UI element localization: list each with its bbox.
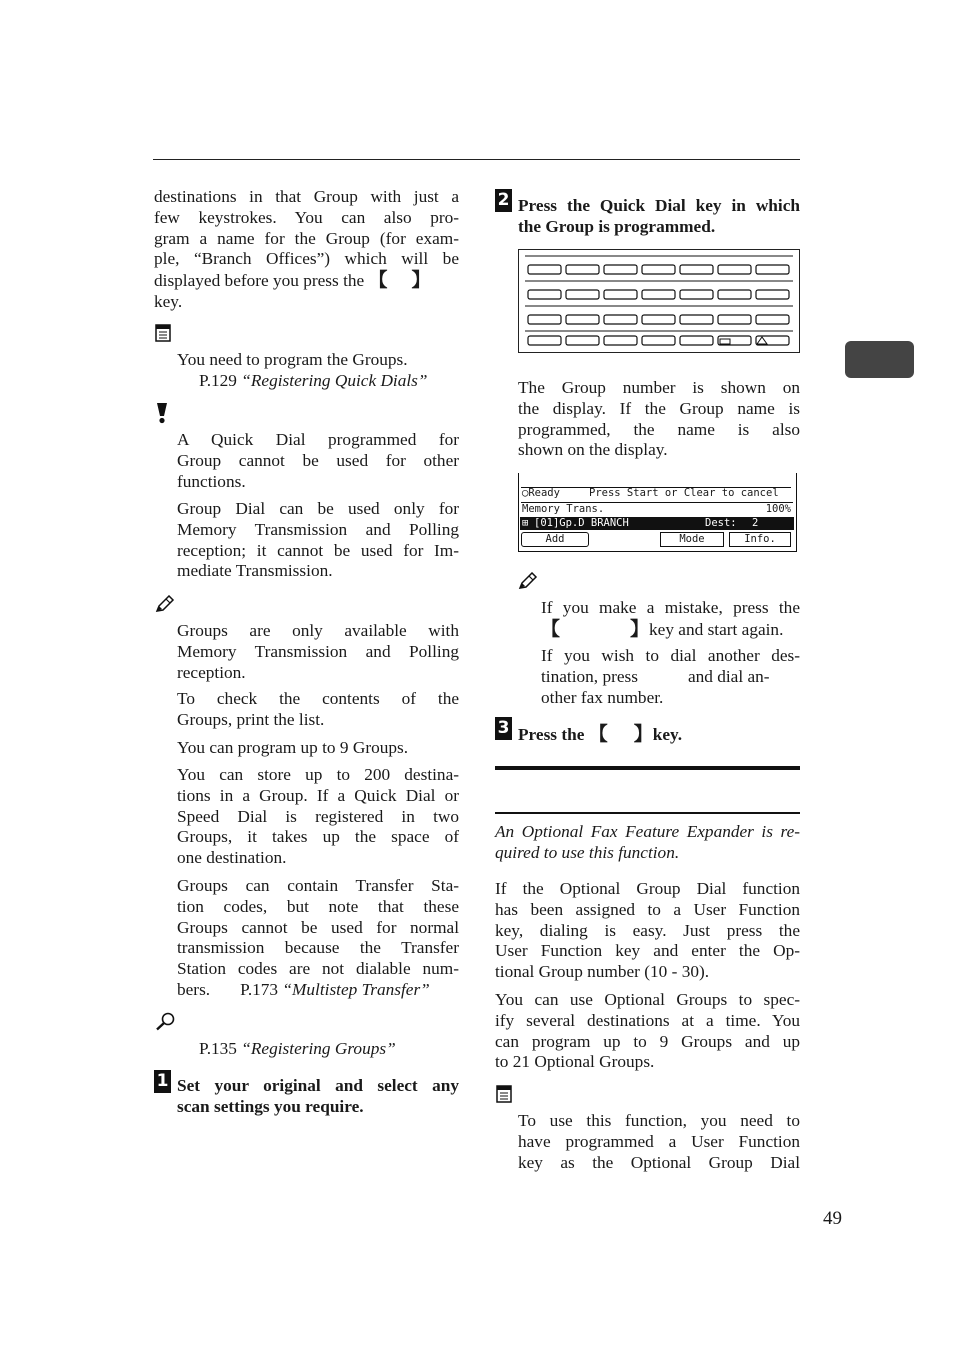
- note-line: You can store up to 200 destina-: [177, 765, 459, 784]
- note-line: transmission because the Transfer: [177, 938, 459, 958]
- step-line: Press the Quick Dial key in which: [518, 196, 800, 215]
- intro-line-text: displayed before you press the: [154, 271, 365, 291]
- limitation-paragraph-2: [177, 499, 459, 582]
- key-bracket-close: 】: [633, 723, 653, 745]
- quick-dial-key: [718, 315, 751, 324]
- lcd-info-button[interactable]: [729, 532, 791, 547]
- lcd-display: [518, 473, 795, 551]
- lcd-status-row: [522, 487, 560, 500]
- note-line: other fax number.: [541, 687, 664, 707]
- quick-dial-key: [642, 290, 675, 299]
- limitation-line: A Quick Dial programmed for: [177, 430, 459, 449]
- step-line: Press the: [518, 725, 585, 744]
- step-line: the Group is programmed.: [518, 216, 716, 236]
- ref-title: “Registering Groups”: [241, 1039, 396, 1058]
- quick-dial-key: [604, 336, 637, 345]
- paragraph-line: to 21 Optional Groups.: [495, 1052, 655, 1072]
- quick-dial-key: [680, 265, 713, 274]
- note-right-paragraph-2: [541, 646, 800, 708]
- limitation-line: mediate Transmission.: [177, 561, 333, 581]
- quick-dial-key: [642, 336, 675, 345]
- step-line: Set your original and select any: [177, 1076, 459, 1095]
- quick-dial-key: [756, 265, 789, 274]
- note-line: Groups cannot be used for normal: [177, 917, 459, 937]
- note-paragraph-5: [177, 876, 459, 1001]
- note-pencil-icon: [155, 595, 175, 613]
- preparation-text: You need to program the Groups.: [177, 350, 408, 369]
- preparation-line: key as the Optional Group Dial: [518, 1152, 800, 1172]
- note-line-text: key and start again.: [649, 619, 784, 639]
- chapter-tab: [845, 341, 914, 378]
- lcd-status: Ready: [528, 487, 560, 499]
- step-number: 1: [154, 1070, 171, 1093]
- optional-group-paragraph-1: [495, 879, 800, 983]
- note-paragraph-1: [177, 621, 459, 683]
- preparation-note: [177, 350, 459, 392]
- quick-dial-key: [680, 290, 713, 299]
- lcd-mode-label: Mode: [679, 533, 705, 545]
- intro-line: destinations in that Group with just a: [154, 187, 459, 206]
- quick-dial-key: [718, 290, 751, 299]
- note-paragraph-4: [177, 765, 459, 869]
- paragraph-line: tional Group number (10 - 30).: [495, 962, 710, 982]
- quick-dial-key: [566, 290, 599, 299]
- lcd-mode-button[interactable]: [660, 532, 724, 547]
- lcd-message: Press Start or Clear to cancel: [589, 487, 779, 499]
- optional-group-paragraph-2: [495, 990, 800, 1073]
- note-line: Groups, print the list.: [177, 709, 325, 729]
- preparation-right-paragraph: [518, 1111, 800, 1173]
- note-line: reception.: [177, 662, 246, 682]
- intro-line: key.: [154, 291, 183, 311]
- paragraph-line: key, dialing is easy. Just press the: [495, 920, 800, 940]
- ref-page: P.129: [199, 370, 237, 390]
- step-line: key.: [652, 725, 683, 744]
- quick-dial-key: [756, 290, 789, 299]
- limitation-line: Group Dial can be used only for: [177, 499, 459, 518]
- lcd-mode-label: Memory Trans.: [522, 503, 605, 515]
- limitation-icon: [154, 402, 170, 424]
- intro-line: gram a name for the Group (for exam-: [154, 228, 459, 248]
- preparation-line: To use this function, you need to: [518, 1111, 800, 1130]
- paragraph-line: ify several destinations at a time. You: [495, 1010, 800, 1030]
- paragraph-line: If the Optional Group Dial function: [495, 879, 800, 898]
- key-bracket-open: 【: [588, 723, 608, 745]
- note-line: Speed Dial is registered in two: [177, 806, 459, 826]
- lcd-dest-entry: [01]Gp.D BRANCH: [534, 517, 629, 529]
- ref-title[interactable]: “Multistep Transfer”: [282, 979, 430, 999]
- quick-dial-key: [680, 315, 713, 324]
- step-line: scan settings you require.: [177, 1096, 364, 1116]
- ref-title: “Registering Quick Dials”: [241, 370, 428, 390]
- explanation-line: the display. If the Group name is: [518, 398, 800, 418]
- intro-paragraph: [154, 187, 459, 313]
- ref-page[interactable]: P.173: [240, 979, 279, 999]
- note-line: tion codes, but note that these: [177, 896, 459, 916]
- cross-reference[interactable]: [177, 371, 459, 392]
- key-bracket-open: 【: [368, 269, 388, 292]
- step-number: 2: [495, 189, 512, 212]
- step-number: 3: [495, 717, 512, 740]
- note-line: Memory Transmission and Polling: [177, 641, 459, 661]
- intro-line: few keystrokes. You can also pro-: [154, 207, 459, 227]
- quick-dial-key: [718, 265, 751, 274]
- intro-line: ple, “Branch Offices”) which will be: [154, 249, 459, 269]
- note-paragraph-2: [177, 689, 459, 731]
- quick-dial-key: [680, 336, 713, 345]
- lcd-dest-count: 2: [752, 517, 759, 529]
- lcd-add-button[interactable]: [521, 532, 589, 547]
- limitation-line: functions.: [177, 471, 246, 491]
- cross-reference[interactable]: [199, 1039, 396, 1060]
- paragraph-line: User Function key and enter the Op-: [495, 941, 800, 961]
- note-line: If you wish to dial another des-: [541, 646, 800, 665]
- explanation-line: The Group number is shown on: [518, 378, 800, 397]
- optional-note-line: An Optional Fax Feature Expander is re-: [495, 822, 800, 841]
- note-right-paragraph-1: [541, 598, 800, 641]
- note-line: To check the contents of the: [177, 689, 459, 708]
- lcd-destination-row: [520, 517, 794, 530]
- note-line: Groups are only available with: [177, 621, 459, 640]
- note-line: Groups, it takes up the space of: [177, 827, 459, 847]
- lcd-info-label: Info.: [744, 533, 776, 545]
- note-line: [177, 980, 459, 1001]
- quick-dial-key: [566, 265, 599, 274]
- quick-dial-key: [604, 315, 637, 324]
- preparation-line: have programmed a User Function: [518, 1131, 800, 1151]
- quick-dial-key: [528, 265, 561, 274]
- quick-dial-key: [528, 336, 561, 345]
- limitation-paragraph-1: [177, 430, 459, 492]
- intro-line: [154, 270, 459, 292]
- display-explanation: [518, 378, 800, 461]
- quick-dial-key: [756, 315, 789, 324]
- key-bracket-close: 】: [411, 269, 431, 292]
- lcd-add-label: Add: [545, 533, 565, 545]
- lcd-dest-label: Dest:: [705, 517, 737, 529]
- key-bracket-close: 】: [630, 617, 650, 640]
- quick-dial-key: [566, 336, 599, 345]
- note-line: Groups can contain Transfer Sta-: [177, 876, 459, 895]
- ready-icon: ◯: [522, 487, 529, 499]
- step-3-text: [518, 724, 682, 746]
- quick-dial-key: [604, 290, 637, 299]
- note-pencil-icon: [518, 572, 538, 590]
- note-line: tions in a Group. If a Quick Dial or: [177, 785, 459, 805]
- limitation-line: Group cannot be used for other: [177, 450, 459, 470]
- note-line: You can program up to 9 Groups.: [177, 738, 409, 757]
- note-line: If you make a mistake, press the: [541, 598, 800, 617]
- group-icon: ⊞: [522, 517, 529, 529]
- explanation-line: programmed, the name is also: [518, 419, 800, 439]
- paragraph-line: You can use Optional Groups to spec-: [495, 990, 800, 1009]
- reference-magnifier-icon: [155, 1011, 177, 1031]
- quick-dial-key: [566, 315, 599, 324]
- step-2-text: [518, 196, 800, 238]
- quick-dial-key: [642, 315, 675, 324]
- quick-dial-keys: [519, 250, 799, 352]
- optional-note-line: quired to use this function.: [495, 842, 680, 862]
- preparation-icon: [496, 1085, 512, 1103]
- limitation-line: reception; it cannot be used for Im-: [177, 540, 459, 560]
- header-rule: [153, 159, 800, 160]
- paragraph-line: has been assigned to a User Function: [495, 899, 800, 919]
- paragraph-line: can program up to 9 Groups and up: [495, 1031, 800, 1051]
- note-line-text: bers.: [177, 979, 211, 999]
- lcd-memory: 100%: [765, 503, 791, 515]
- section-rule-thick: [495, 766, 800, 770]
- quick-dial-panel: [518, 249, 800, 353]
- optional-expander-note: [495, 822, 800, 864]
- quick-dial-key: [528, 290, 561, 299]
- quick-dial-key: [528, 315, 561, 324]
- note-line: one destination.: [177, 848, 287, 868]
- explanation-line: shown on the display.: [518, 440, 668, 460]
- note-paragraph-3: [177, 738, 459, 759]
- quick-dial-key: [604, 265, 637, 274]
- note-line-text: tination, press: [541, 666, 638, 686]
- note-line-text: and dial an-: [687, 666, 770, 686]
- step-1-text: [177, 1076, 459, 1118]
- key-bracket-open: 【: [541, 617, 561, 640]
- note-line: Station codes are not dialable num-: [177, 959, 459, 979]
- section-rule-thin: [495, 812, 800, 814]
- limitation-line: Memory Transmission and Polling: [177, 519, 459, 539]
- preparation-icon: [155, 324, 171, 342]
- note-line: [541, 667, 800, 688]
- quick-dial-key: [642, 265, 675, 274]
- page-number: 49: [823, 1208, 842, 1229]
- ref-page: P.135: [199, 1039, 237, 1058]
- note-line: [541, 619, 800, 641]
